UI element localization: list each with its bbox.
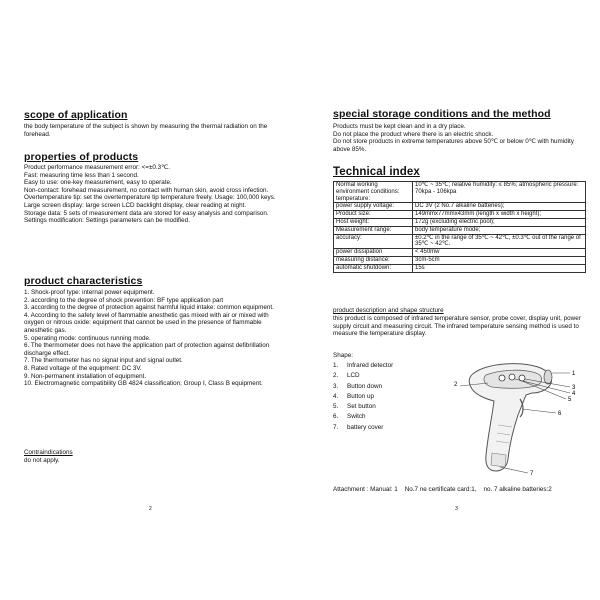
spec-value: body temperature mode; [413,226,586,234]
shape-item [333,371,393,381]
property-line: Large screen display: large screen LCD backlight display, clear reading at night. [24,201,247,209]
shape-item-label: Infrared detector [347,362,394,369]
shape-item-label: battery cover [347,423,384,431]
shape-item [333,382,393,392]
spec-value: 149mmx77mmx43mm (length x width x height); [413,211,586,219]
callout-5: 5 [568,397,572,403]
spec-key: measuring distance: [334,256,413,264]
spec-row [334,256,586,264]
contraindications-text: do not apply. [24,457,60,464]
spec-row [334,226,586,234]
characteristics-heading: product characteristics [24,275,143,287]
spec-key: Measurement range: [334,226,413,234]
spec-key: automatic shutdown: [334,264,413,272]
callout-4: 4 [572,391,576,397]
shape-item-label: LCD [347,372,360,380]
button-down-icon [499,375,505,381]
scope-heading: scope of application [24,109,128,121]
spec-value: < 450mw [413,249,586,257]
shape-item-number: 4. [333,392,339,400]
shape-item-number: 7. [333,423,339,431]
callout-2: 2 [454,382,458,388]
spec-key: accuracy: [334,234,413,249]
technical-index-heading: Technical index [333,166,420,178]
shape-item [333,412,393,422]
callout-7: 7 [530,471,534,477]
page-number-left: 2 [149,506,152,512]
right-page [300,0,600,600]
property-line: Fast: measuring time less than 1 second. [24,171,139,179]
shape-item-number: 5. [333,403,339,411]
storage-line: Do not place the product where there is an electric shock. [333,130,494,138]
attachment-text: Attachment : Manual: 1 No.7 ne certificate card:1, no. 7 alkaline batteries:2 [333,486,552,493]
characteristic-item: 5. operating mode: continuous running mode. [24,334,151,342]
property-line: Overtemperature tip: set the overtemperature tip temperature freely. Usage: 100,000 keys. [24,194,276,202]
spec-key: power supply voltage: [334,203,413,211]
spec-row [334,218,586,226]
characteristic-item: 7. The thermometer has no signal input and signal outlet. [24,357,183,365]
shape-item-number: 1. [333,362,339,369]
thermometer-diagram [454,355,588,485]
shape-item [333,402,393,412]
shape-item-label: Switch [347,413,366,421]
shape-item-label: Button down [347,382,383,390]
spec-row [334,182,586,203]
spec-key: Host weight: [334,218,413,226]
shape-item-number: 6. [333,413,339,421]
spec-value: 3cm-5cm [413,256,586,264]
battery-cover [491,453,506,467]
characteristic-item: 3. according to the degree of protection against harmful liquid intake: common equipment. [24,304,274,312]
properties-list [24,164,282,225]
spec-row [334,249,586,257]
page-number-right: 3 [455,506,458,512]
storage-text [333,123,586,153]
shape-item [333,423,393,433]
spec-value: 172g (excluding electric pool); [413,218,586,226]
spec-value: 10℃ ~ 35℃; relative humidity: ≤ 85%; atmospheric pressure: 70kpa - 106kpa [413,182,586,203]
characteristic-item: 10. Electromagnetic compatibility GB 4824 classification; Group Ⅰ, Class B equipment. [24,380,263,388]
spec-value: DC 3V (2 No.7 alkaline batteries); [413,203,586,211]
property-line: Storage data: 5 sets of measurement data are stored for easy analysis and comparison. [24,209,269,217]
spec-key: Product size: [334,211,413,219]
button-up-icon [509,374,515,380]
characteristic-item: 1. Shock-proof type: internal power equipment. [24,289,155,296]
property-line: Non-contact: forehead measurement, no contact with human skin, avoid cross infection. [24,186,269,194]
shape-item-label: Set button [347,403,376,411]
characteristic-item: 2. according to the degree of shock prevention: BF type application part [24,296,224,304]
scope-text: the body temperature of the subject is shown by measuring the thermal radiation on the forehead. [24,123,268,138]
shape-item [333,361,393,371]
description-heading: product description and shape structure [333,307,444,314]
shape-label: Shape: [333,352,353,359]
characteristic-item: 8. Rated voltage of the equipment: DC 3V. [24,364,142,372]
description-text: this product is composed of infrared temperature sensor, probe cover, display unit, power supply circuit and measuring circuit. The infrared temperature sensing method is used to measure the temperature display. [333,315,581,338]
spec-value: ±0.2℃ in the range of 35℃ ~ 42℃, ±0.3℃ out of the range of 35℃ ~ 42℃. [413,234,586,249]
callout-3: 3 [572,385,576,391]
characteristics-list [24,289,282,388]
spec-key: power dissipation [334,249,413,257]
characteristic-item: 4. According to the safety level of flammable anesthetic gas mixed with air or mixed with oxygen or nitrous oxide: equipment that cannot be used in the presence of flammable anesthetic gas. [24,311,269,334]
technical-index-table [333,181,586,273]
callout-6: 6 [558,411,562,417]
spec-row [334,203,586,211]
shape-item-label: Button up [347,392,374,400]
property-line: Product performance measurement error: <=±0.3℃. [24,164,170,171]
shape-item-number: 3. [333,382,339,390]
spec-key: Normal working environment conditions: temperature: [334,182,413,203]
shape-item-number: 2. [333,372,339,380]
storage-line: Products must be kept clean and in a dry place. [333,123,466,130]
storage-heading: special storage conditions and the method [333,108,551,120]
shape-item [333,392,393,402]
storage-line: Do not store products in extreme temperatures above 50℃ or below 0℃ with humidity above 85%. [333,138,574,153]
properties-heading: properties of products [24,151,139,163]
spec-row [334,211,586,219]
spec-value: 15s [413,264,586,272]
contraindications-heading: Contraindications [24,449,73,456]
characteristic-item: 9. Non-permanent installation of equipment. [24,372,147,380]
infrared-detector-icon [544,370,552,384]
spec-row [334,234,586,249]
spec-row [334,264,586,272]
callout-1: 1 [572,371,576,377]
shape-list [333,361,393,433]
property-line: Settings modification: Settings parameters can be modified. [24,217,190,225]
property-line: Easy to use: one-key measurement, easy to operate. [24,179,172,187]
characteristic-item: 6. The thermometer does not have the application part of protection against defibrillation discharge effect. [24,342,270,357]
